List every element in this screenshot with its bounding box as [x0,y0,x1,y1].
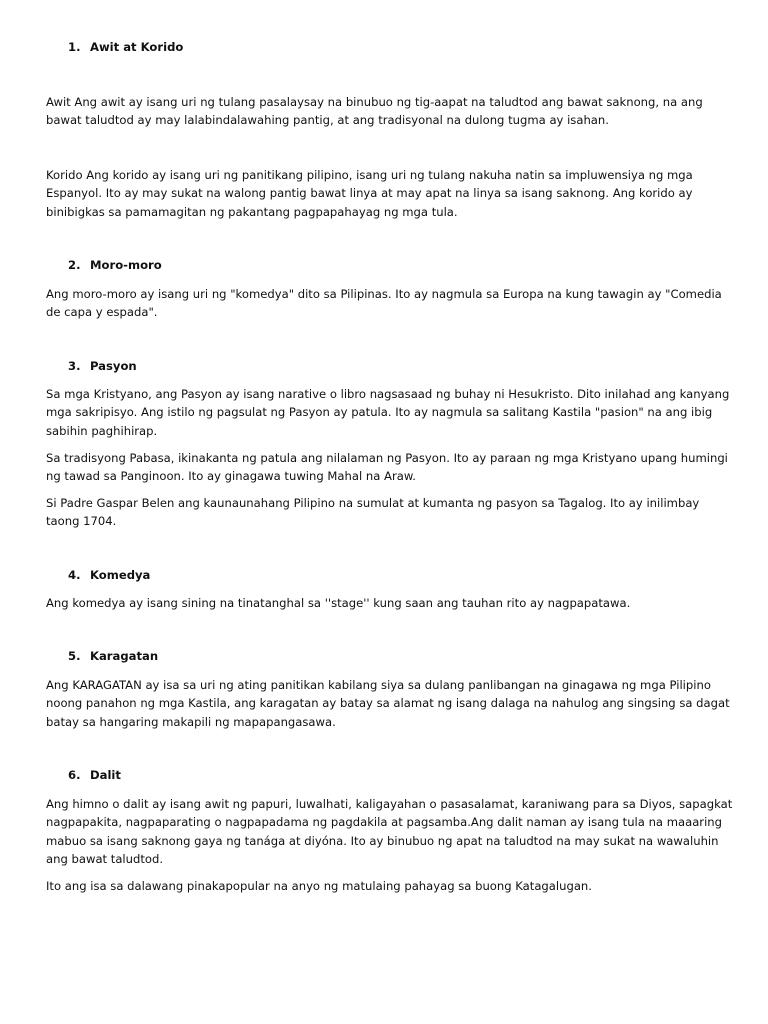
section-heading-komedya [68,567,150,583]
section-title: Komedya [90,568,151,582]
section-heading-pasyon [68,358,137,374]
paragraph-pasyon-2: Sa tradisyong Pabasa, ikinakanta ng patula ang nilalaman ng Pasyon. Ito ay paraan ng mga Kristyano upang humingi ng tawad sa Panginoon. Ito ay ginagawa tuwing Mahal na Araw. [46,451,728,484]
paragraph-awit: Awit Ang awit ay isang uri ng tulang pasalaysay na binubuo ng tig-aapat na taludtod ang bawat saknong, na ang bawat taludtod ay may lalabindalawahing pantig, at ang tradisyonal na dulong tugma ay isahan. [46,95,703,128]
paragraph-pasyon-1: Sa mga Kristyano, ang Pasyon ay isang narative o libro nagsasaad ng buhay ni Hesukristo. Dito inilahad ang kanyang mga sakripisyo. Ang istilo ng pagsulat ng Pasyon ay patula. Ito ay nagmula sa salitang Kastila "pasion" na ang ibig sabihin paghihirap. [46,387,730,438]
paragraph-pasyon-3: Si Padre Gaspar Belen ang kaunaunahang Pilipino na sumulat at kumanta ng pasyon sa Tagalog. Ito ay inilimbay taong 1704. [46,496,700,529]
section-title: Moro-moro [90,258,162,272]
paragraph-moro-moro: Ang moro-moro ay isang uri ng "komedya" dito sa Pilipinas. Ito ay nagmula sa Europa na kung tawagin ay "Comedia de capa y espada". [46,287,722,320]
section-heading-dalit [68,767,121,783]
section-heading-moro-moro [68,257,162,273]
section-number: 4. [68,568,81,582]
section-number: 5. [68,649,81,663]
paragraph-karagatan: Ang KARAGATAN ay isa sa uri ng ating panitikan kabilang siya sa dulang panlibangan na ginagawa ng mga Pilipino noong panahon ng mga Kastila, ang karagatan ay batay sa alamat ng isang dalaga na nahulog ang singsing sa dagat batay sa hangaring makapili ng mapapangasawa. [46,678,730,729]
section-title: Dalit [90,768,121,782]
section-title: Awit at Korido [90,40,184,54]
paragraph-dalit-1: Ang himno o dalit ay isang awit ng papuri, luwalhati, kaligayahan o pasasalamat, karaniwang para sa Diyos, sapagkat nagpapakita, nagpaparating o nagpapadama ng pagdakila at pagsamba.Ang dalit naman ay isang tula na maaaring mabuo sa isang saknong gaya ng tanága at diyóna. Ito ay binubuo ng apat na taludtod na may sukat na wawaluhin ang bawat taludtod. [46,797,733,867]
paragraph-komedya: Ang komedya ay isang sining na tinatanghal sa ''stage'' kung saan ang tauhan rito ay nagpapatawa. [46,596,631,610]
section-number: 2. [68,258,81,272]
section-number: 6. [68,768,81,782]
section-title: Pasyon [90,359,137,373]
paragraph-dalit-2: Ito ang isa sa dalawang pinakapopular na anyo ng matulaing pahayag sa buong Katagalugan. [46,879,592,893]
paragraph-korido: Korido Ang korido ay isang uri ng panitikang pilipino, isang uri ng tulang nakuha natin sa impluwensiya ng mga Espanyol. Ito ay may sukat na walong pantig bawat linya at may apat na linya sa isang saknong. Ang korido ay binibigkas sa pamamagitan ng pakantang pagpapahayag ng mga tula. [46,168,693,219]
section-heading-awit-at-korido [68,39,183,55]
section-heading-karagatan [68,648,158,664]
section-title: Karagatan [90,649,159,663]
section-number: 1. [68,40,81,54]
section-number: 3. [68,359,81,373]
